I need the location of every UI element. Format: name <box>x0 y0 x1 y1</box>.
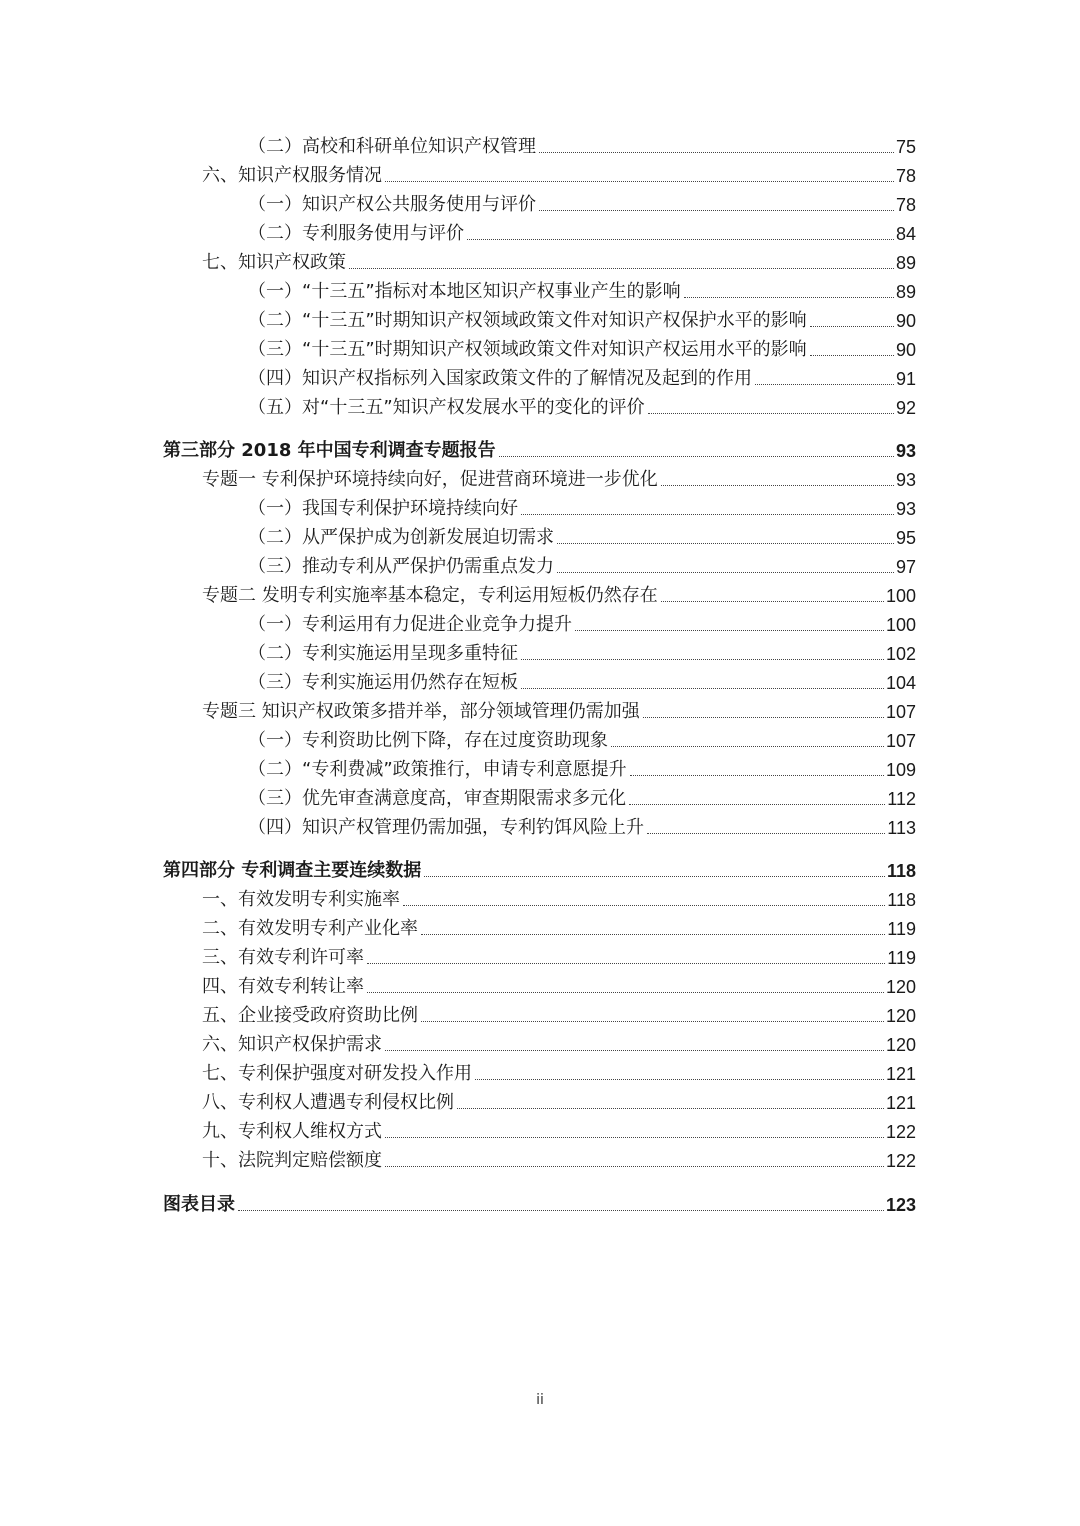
toc-entry-title: 专题一 专利保护环境持续向好，促进营商环境进一步优化 <box>202 469 658 490</box>
toc-entry[interactable] <box>202 974 916 1000</box>
toc-entry[interactable] <box>248 641 916 667</box>
toc-entry[interactable] <box>202 583 916 609</box>
toc-entry-page: 120 <box>885 1035 916 1055</box>
toc-entry[interactable] <box>248 279 916 305</box>
toc-leader-dots <box>385 1049 884 1051</box>
toc-entry-page: 100 <box>885 586 916 606</box>
toc-entry-title: （二）“专利费减”政策推行，申请专利意愿提升 <box>248 759 627 780</box>
toc-entry-page: 78 <box>895 166 916 186</box>
toc-entry-page: 92 <box>895 398 916 418</box>
toc-leader-dots <box>647 832 885 834</box>
toc-entry-title: 二、有效发明专利产业化率 <box>202 918 418 939</box>
toc-leader-dots <box>385 1136 884 1138</box>
toc-entry-page: 84 <box>895 224 916 244</box>
toc-entry[interactable] <box>248 221 916 247</box>
toc-entry-title: （四）知识产权指标列入国家政策文件的了解情况及起到的作用 <box>248 368 752 389</box>
toc-entry-title: 七、知识产权政策 <box>202 252 346 273</box>
toc-entry[interactable] <box>248 670 916 696</box>
toc-entry-title: 八、专利权人遭遇专利侵权比例 <box>202 1092 454 1113</box>
toc-entry-page: 120 <box>885 1006 916 1026</box>
toc-entry-page: 120 <box>885 977 916 997</box>
toc-leader-dots <box>424 875 885 877</box>
toc-entry-title: （一）专利运用有力促进企业竞争力提升 <box>248 614 572 635</box>
toc-entry-page: 100 <box>885 615 916 635</box>
toc-leader-dots <box>521 687 884 689</box>
toc-entry-page: 121 <box>885 1064 916 1084</box>
toc-entry-title: （一）我国专利保护环境持续向好 <box>248 498 518 519</box>
toc-entry-title: （一）专利资助比例下降，存在过度资助现象 <box>248 730 608 751</box>
toc-leader-dots <box>643 716 884 718</box>
toc-entry[interactable] <box>202 467 916 493</box>
toc-leader-dots <box>385 1165 884 1167</box>
toc-entry[interactable] <box>202 163 916 189</box>
toc-entry-page: 113 <box>887 818 916 838</box>
toc-entry-page: 119 <box>887 948 916 968</box>
toc-leader-dots <box>755 383 894 385</box>
toc-entry-title: （三）专利实施运用仍然存在短板 <box>248 672 518 693</box>
toc-leader-dots <box>467 238 894 240</box>
toc-entry-page: 91 <box>895 369 916 389</box>
toc-entry-page: 75 <box>895 137 916 157</box>
toc-leader-dots <box>539 209 894 211</box>
toc-entry[interactable] <box>202 1032 916 1058</box>
toc-entry-title: （四）知识产权管理仍需加强，专利钓饵风险上升 <box>248 817 644 838</box>
toc-entry[interactable] <box>202 250 916 276</box>
toc-entry-title: （二）专利服务使用与评价 <box>248 223 464 244</box>
toc-leader-dots <box>367 991 884 993</box>
toc-entry-page: 93 <box>895 499 916 519</box>
toc-entry-title: 七、专利保护强度对研发投入作用 <box>202 1063 472 1084</box>
toc-entry-title: （一）知识产权公共服务使用与评价 <box>248 194 536 215</box>
toc-entry-title: 四、有效专利转让率 <box>202 976 364 997</box>
toc-entry-page: 121 <box>885 1093 916 1113</box>
toc-entry-title: 专题二 发明专利实施率基本稳定，专利运用短板仍然存在 <box>202 585 658 606</box>
toc-entry-title: （二）从严保护成为创新发展迫切需求 <box>248 527 554 548</box>
toc-entry-page: 95 <box>895 528 916 548</box>
toc-entry-page: 90 <box>895 311 916 331</box>
toc-entry[interactable] <box>248 786 916 812</box>
toc-entry-page: 109 <box>885 760 916 780</box>
toc-entry-title: （二）“十三五”时期知识产权领域政策文件对知识产权保护水平的影响 <box>248 310 807 331</box>
toc-entry[interactable] <box>202 1090 916 1116</box>
toc-leader-dots <box>557 571 894 573</box>
toc-entry-title: 专题三 知识产权政策多措并举，部分领域管理仍需加强 <box>202 701 640 722</box>
toc-leader-dots <box>421 1020 884 1022</box>
toc-entry-title: 五、企业接受政府资助比例 <box>202 1005 418 1026</box>
toc-entry[interactable] <box>248 337 916 363</box>
toc-entry[interactable] <box>248 728 916 754</box>
toc-entry-page: 89 <box>895 253 916 273</box>
toc-leader-dots <box>499 455 894 457</box>
toc-entry-page: 118 <box>887 890 916 910</box>
toc-entry-title: 六、知识产权保护需求 <box>202 1034 382 1055</box>
toc-entry[interactable] <box>248 525 916 551</box>
toc-leader-dots <box>661 600 884 602</box>
toc-entry[interactable] <box>248 496 916 522</box>
toc-entry[interactable] <box>248 612 916 638</box>
toc-entry-title: 六、知识产权服务情况 <box>202 165 382 186</box>
toc-entry-page: 107 <box>885 731 916 751</box>
toc-entry[interactable] <box>248 308 916 334</box>
toc-entry-page: 122 <box>885 1151 916 1171</box>
toc-entry-title: 图表目录 <box>163 1194 235 1215</box>
toc-entry[interactable] <box>202 1061 916 1087</box>
toc-leader-dots <box>349 267 894 269</box>
toc-entry-page: 102 <box>885 644 916 664</box>
toc-entry-title: （一）“十三五”指标对本地区知识产权事业产生的影响 <box>248 281 681 302</box>
toc-leader-dots <box>661 484 894 486</box>
toc-leader-dots <box>810 354 894 356</box>
toc-entry-title: 第四部分 专利调查主要连续数据 <box>163 860 422 881</box>
toc-leader-dots <box>238 1209 884 1211</box>
toc-entry[interactable] <box>248 192 916 218</box>
toc-entry-page: 97 <box>895 557 916 577</box>
toc-entry[interactable] <box>248 757 916 783</box>
toc-entry-title: 九、专利权人维权方式 <box>202 1121 382 1142</box>
toc-entry[interactable] <box>202 945 916 971</box>
toc-entry-page: 89 <box>895 282 916 302</box>
toc-entry-page: 118 <box>886 861 916 881</box>
toc-entry-page: 104 <box>885 673 916 693</box>
toc-entry-title: （三）优先审查满意度高，审查期限需求多元化 <box>248 788 626 809</box>
toc-entry[interactable] <box>248 366 916 392</box>
toc-entry-title: （二）高校和科研单位知识产权管理 <box>248 136 536 157</box>
toc-entry[interactable] <box>248 134 916 160</box>
toc-leader-dots <box>575 629 884 631</box>
toc-entry[interactable] <box>163 858 916 884</box>
toc-leader-dots <box>521 513 894 515</box>
toc-leader-dots <box>421 933 885 935</box>
toc-entry[interactable] <box>163 1192 916 1218</box>
toc-entry-title: （二）专利实施运用呈现多重特征 <box>248 643 518 664</box>
toc-entry-page: 123 <box>885 1195 916 1215</box>
toc-leader-dots <box>629 803 885 805</box>
toc-entry[interactable] <box>248 554 916 580</box>
toc-entry-page: 122 <box>885 1122 916 1142</box>
toc-leader-dots <box>539 151 894 153</box>
toc-entry[interactable] <box>163 438 916 464</box>
toc-entry-title: 第三部分 2018 年中国专利调查专题报告 <box>163 440 496 461</box>
toc-entry-title: （五）对“十三五”知识产权发展水平的变化的评价 <box>248 397 645 418</box>
toc-leader-dots <box>557 542 894 544</box>
toc-entry-page: 78 <box>895 195 916 215</box>
toc-entry[interactable] <box>202 1003 916 1029</box>
toc-leader-dots <box>385 180 894 182</box>
toc-leader-dots <box>648 412 894 414</box>
page-number: ii <box>536 1392 544 1408</box>
toc-entry-title: 一、有效发明专利实施率 <box>202 889 400 910</box>
toc-entry[interactable] <box>202 1148 916 1174</box>
toc-leader-dots <box>611 745 884 747</box>
toc-entry-title: （三）推动专利从严保护仍需重点发力 <box>248 556 554 577</box>
toc-entry-page: 93 <box>895 441 916 461</box>
toc-entry[interactable] <box>248 395 916 421</box>
toc-entry[interactable] <box>202 699 916 725</box>
toc-leader-dots <box>367 962 885 964</box>
toc-entry-page: 119 <box>887 919 916 939</box>
toc-entry-title: （三）“十三五”时期知识产权领域政策文件对知识产权运用水平的影响 <box>248 339 807 360</box>
toc-entry[interactable] <box>202 1119 916 1145</box>
toc-leader-dots <box>403 904 885 906</box>
toc-entry-page: 90 <box>895 340 916 360</box>
toc-leader-dots <box>475 1078 884 1080</box>
toc-entry-page: 112 <box>887 789 916 809</box>
toc-entry[interactable] <box>202 887 916 913</box>
toc-leader-dots <box>630 774 884 776</box>
toc-entry-title: 三、有效专利许可率 <box>202 947 364 968</box>
toc-entry-title: 十、法院判定赔偿额度 <box>202 1150 382 1171</box>
toc-leader-dots <box>521 658 884 660</box>
toc-entry-page: 107 <box>885 702 916 722</box>
toc-leader-dots <box>684 296 894 298</box>
toc-leader-dots <box>810 325 894 327</box>
toc-leader-dots <box>457 1107 884 1109</box>
toc-entry-page: 93 <box>895 470 916 490</box>
toc-entry[interactable] <box>248 815 916 841</box>
toc-entry[interactable] <box>202 916 916 942</box>
